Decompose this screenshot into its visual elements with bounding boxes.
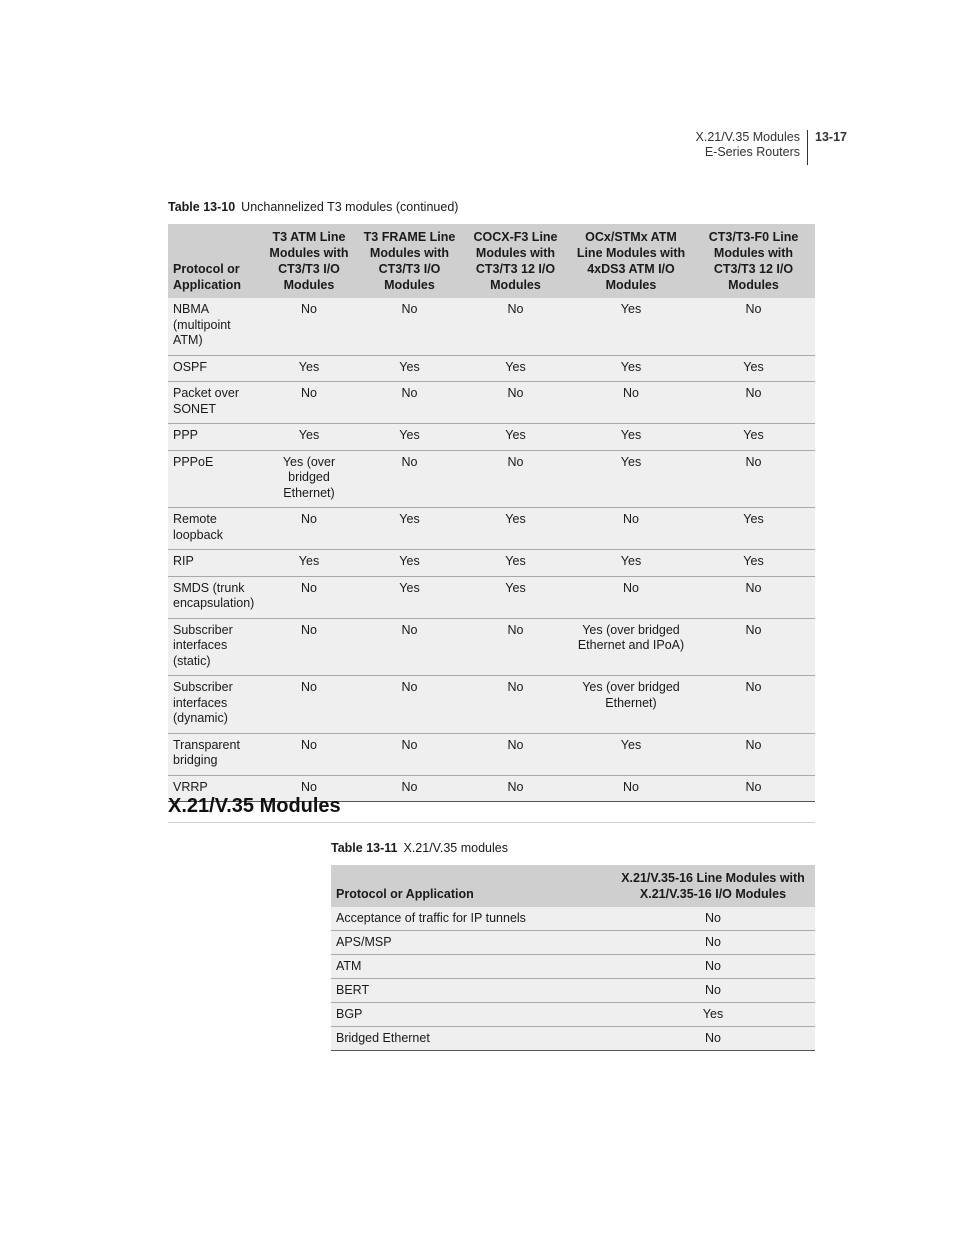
table-row	[168, 676, 815, 734]
table-cell: Yes	[461, 355, 570, 382]
table-number: Table 13-10	[168, 200, 236, 214]
table-cell: Yes	[260, 424, 358, 451]
table-cell: Yes (over bridged Ethernet and IPoA)	[570, 618, 692, 676]
table-caption-1	[168, 200, 458, 214]
row-label-cell: Subscriber interfaces (dynamic)	[168, 676, 260, 734]
column-header: Protocol or Application	[331, 865, 611, 907]
table-cell: No	[692, 775, 815, 802]
table-row	[331, 955, 815, 979]
table-cell: Yes	[570, 298, 692, 355]
table-row	[168, 508, 815, 550]
table-row	[331, 931, 815, 955]
table-cell: No	[611, 907, 815, 931]
row-label-cell: ATM	[331, 955, 611, 979]
table-cell: Yes	[260, 355, 358, 382]
table-row	[168, 576, 815, 618]
column-header: X.21/V.35-16 Line Modules with X.21/V.35-16 I/O Modules	[611, 865, 815, 907]
table-cell: No	[692, 298, 815, 355]
table-cell: No	[461, 298, 570, 355]
table-cell: No	[611, 931, 815, 955]
column-header: T3 FRAME Line Modules with CT3/T3 I/O Modules	[358, 224, 461, 298]
table-body	[331, 907, 815, 1051]
table-body	[168, 298, 815, 802]
table-cell: Yes	[358, 424, 461, 451]
table-cell: No	[260, 775, 358, 802]
row-label-cell: NBMA (multipoint ATM)	[168, 298, 260, 355]
table-title: X.21/V.35 modules	[403, 841, 508, 855]
table-number: Table 13-11	[331, 841, 398, 855]
table-cell: Yes	[570, 550, 692, 577]
table-cell: Yes	[611, 1003, 815, 1027]
table-cell: No	[260, 733, 358, 775]
table-row	[168, 355, 815, 382]
x21-v35-table	[331, 865, 815, 1051]
table-cell: No	[611, 979, 815, 1003]
table-cell: Yes (over bridged Ethernet)	[260, 450, 358, 508]
table-cell: No	[260, 508, 358, 550]
table-cell: No	[461, 676, 570, 734]
table-cell: Yes	[570, 450, 692, 508]
row-label-cell: Subscriber interfaces (static)	[168, 618, 260, 676]
row-label-cell: Packet over SONET	[168, 382, 260, 424]
table-cell: No	[260, 676, 358, 734]
running-header-section: X.21/V.35 Modules	[695, 130, 800, 144]
row-label-cell: OSPF	[168, 355, 260, 382]
table-row	[168, 382, 815, 424]
table-cell: No	[461, 450, 570, 508]
table-cell: No	[358, 733, 461, 775]
table-row	[168, 450, 815, 508]
table-cell: No	[570, 576, 692, 618]
table-row	[331, 1003, 815, 1027]
table-cell: No	[260, 382, 358, 424]
table-cell: Yes	[461, 508, 570, 550]
table-row	[168, 424, 815, 451]
table-cell: Yes	[570, 355, 692, 382]
table-cell: Yes	[692, 424, 815, 451]
table-cell: Yes	[461, 550, 570, 577]
table-cell: No	[611, 1027, 815, 1051]
column-header: Protocol or Application	[168, 224, 260, 298]
row-label-cell: BERT	[331, 979, 611, 1003]
table-cell: No	[358, 450, 461, 508]
table-header-row	[168, 224, 815, 298]
table-cell: No	[260, 618, 358, 676]
table-cell: Yes	[358, 576, 461, 618]
table-row	[168, 550, 815, 577]
table-cell: No	[570, 775, 692, 802]
table-cell: Yes	[358, 508, 461, 550]
table-cell: No	[461, 618, 570, 676]
table-cell: No	[358, 775, 461, 802]
row-label-cell: PPP	[168, 424, 260, 451]
table-cell: No	[611, 955, 815, 979]
table-cell: No	[358, 298, 461, 355]
table-caption-2	[331, 841, 508, 855]
table-cell: Yes	[260, 550, 358, 577]
row-label-cell: RIP	[168, 550, 260, 577]
table-cell: Yes	[692, 355, 815, 382]
table-cell: Yes	[461, 576, 570, 618]
table-cell: No	[570, 508, 692, 550]
table-cell: Yes	[358, 355, 461, 382]
page-number: 13-17	[815, 130, 847, 144]
row-label-cell: VRRP	[168, 775, 260, 802]
column-header: COCX-F3 Line Modules with CT3/T3 12 I/O Modules	[461, 224, 570, 298]
table-row	[331, 979, 815, 1003]
table-cell: Yes (over bridged Ethernet)	[570, 676, 692, 734]
running-header-book: E-Series Routers	[704, 145, 800, 159]
table-cell: Yes	[461, 424, 570, 451]
table-cell: No	[461, 382, 570, 424]
running-header-text	[696, 130, 800, 160]
table-cell: Yes	[692, 508, 815, 550]
table-cell: No	[358, 382, 461, 424]
table-cell: No	[260, 298, 358, 355]
row-label-cell: SMDS (trunk encapsulation)	[168, 576, 260, 618]
table-cell: Yes	[358, 550, 461, 577]
row-label-cell: APS/MSP	[331, 931, 611, 955]
table-cell: Yes	[692, 550, 815, 577]
table-row	[168, 618, 815, 676]
column-header: CT3/T3-F0 Line Modules with CT3/T3 12 I/O Modules	[692, 224, 815, 298]
table-cell: Yes	[570, 424, 692, 451]
table-cell: Yes	[570, 733, 692, 775]
table-cell: No	[692, 450, 815, 508]
row-label-cell: Transparent bridging	[168, 733, 260, 775]
table-row	[331, 1027, 815, 1051]
row-label-cell: Bridged Ethernet	[331, 1027, 611, 1051]
table-cell: No	[692, 576, 815, 618]
table-cell: No	[260, 576, 358, 618]
table-cell: No	[358, 618, 461, 676]
table-cell: No	[692, 733, 815, 775]
row-label-cell: Remote loopback	[168, 508, 260, 550]
row-label-cell: Acceptance of traffic for IP tunnels	[331, 907, 611, 931]
unchannelized-t3-table	[168, 224, 815, 802]
table-cell: No	[570, 382, 692, 424]
column-header: T3 ATM Line Modules with CT3/T3 I/O Modules	[260, 224, 358, 298]
table-cell: No	[358, 676, 461, 734]
table-cell: No	[461, 775, 570, 802]
section-title: X.21/V.35 Modules	[168, 795, 341, 817]
row-label-cell: BGP	[331, 1003, 611, 1027]
table-row	[331, 907, 815, 931]
row-label-cell: PPPoE	[168, 450, 260, 508]
table-cell: No	[461, 733, 570, 775]
table-row	[168, 733, 815, 775]
column-header: OCx/STMx ATM Line Modules with 4xDS3 ATM I/O Modules	[570, 224, 692, 298]
table-header-row	[331, 865, 815, 907]
section-rule	[168, 822, 815, 823]
running-header	[600, 130, 848, 166]
header-divider	[807, 130, 808, 165]
table-title: Unchannelized T3 modules (continued)	[241, 200, 459, 214]
table-row	[168, 298, 815, 355]
table-cell: No	[692, 676, 815, 734]
table-cell: No	[692, 382, 815, 424]
table-cell: No	[692, 618, 815, 676]
